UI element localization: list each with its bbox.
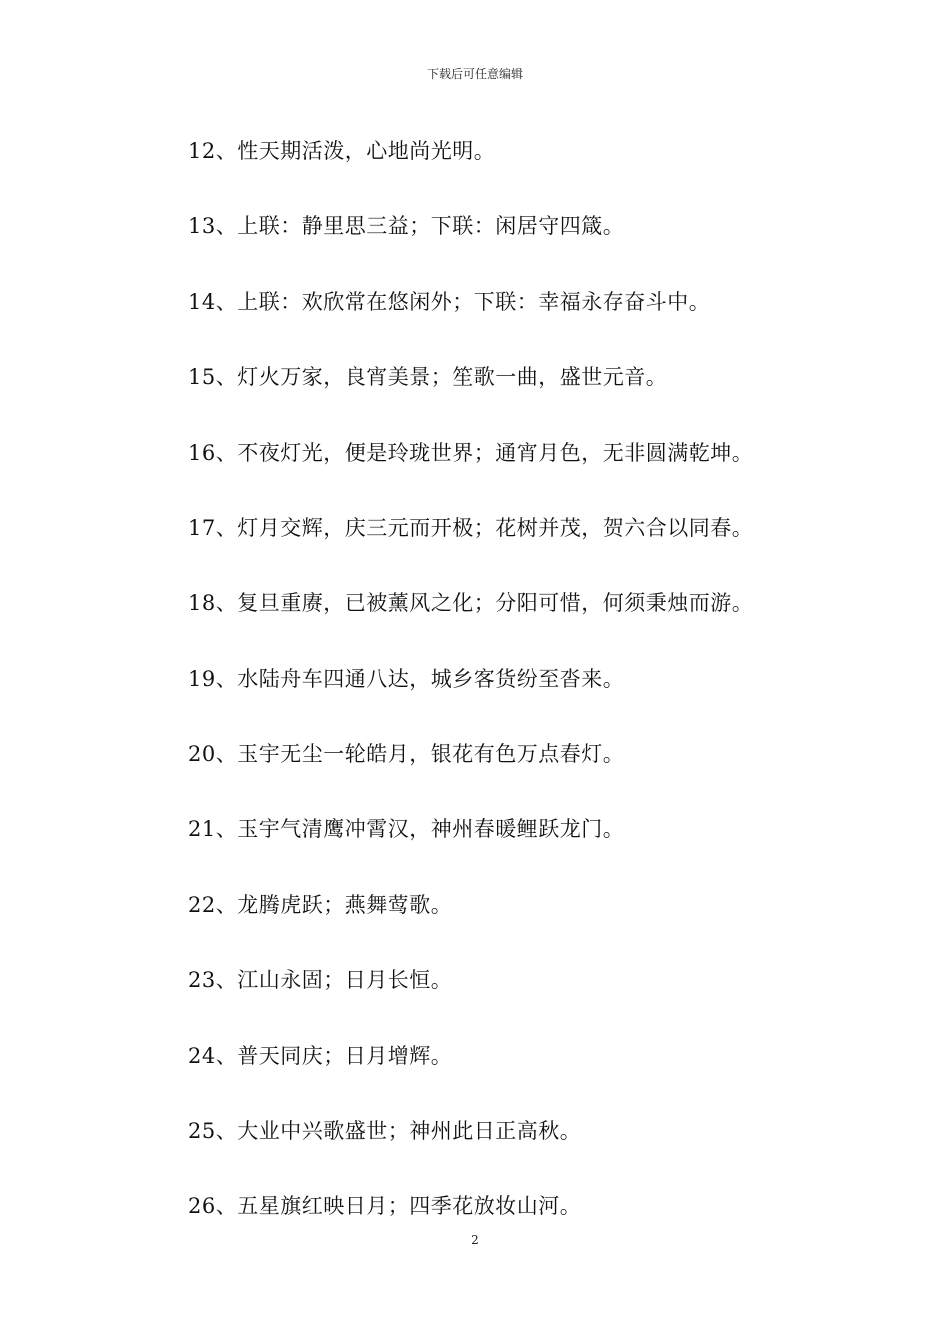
list-item: 18、复旦重赓，已被薰风之化；分阳可惜，何须秉烛而游。 [188,591,754,616]
list-item: 24、普天同庆；日月增辉。 [188,1043,453,1068]
list-item: 21、玉宇气清鹰冲霄汉，神州春暖鲤跃龙门。 [188,817,625,842]
list-item: 20、玉宇无尘一轮皓月，银花有色万点春灯。 [188,742,625,766]
page-number: 2 [471,1233,479,1247]
list-item: 19、水陆舟车四通八达，城乡客货纷至沓来。 [188,666,625,691]
page-header: 下载后可任意编辑 [426,67,523,81]
list-item: 23、江山永固；日月长恒。 [188,968,453,993]
list-item: 15、灯火万家，良宵美景；笙歌一曲，盛世元音。 [188,365,668,390]
list-item: 25、大业中兴歌盛世；神州此日正高秋。 [188,1118,582,1143]
list-item: 17、灯月交辉，庆三元而开极；花树并茂，贺六合以同春。 [188,515,754,540]
list-item: 26、五星旗红映日月；四季花放妆山河。 [188,1194,582,1219]
list-item: 14、上联：欢欣常在悠闲外；下联：幸福永存奋斗中。 [188,289,711,314]
list-item: 22、龙腾虎跃；燕舞莺歌。 [188,892,453,917]
couplet-list [188,133,908,1264]
list-item: 13、上联：静里思三益；下联：闲居守四箴。 [188,214,625,239]
list-item: 16、不夜灯光，便是玲珑世界；通宵月色，无非圆满乾坤。 [188,440,754,465]
list-item: 12、性天期活泼，心地尚光明。 [188,139,496,163]
